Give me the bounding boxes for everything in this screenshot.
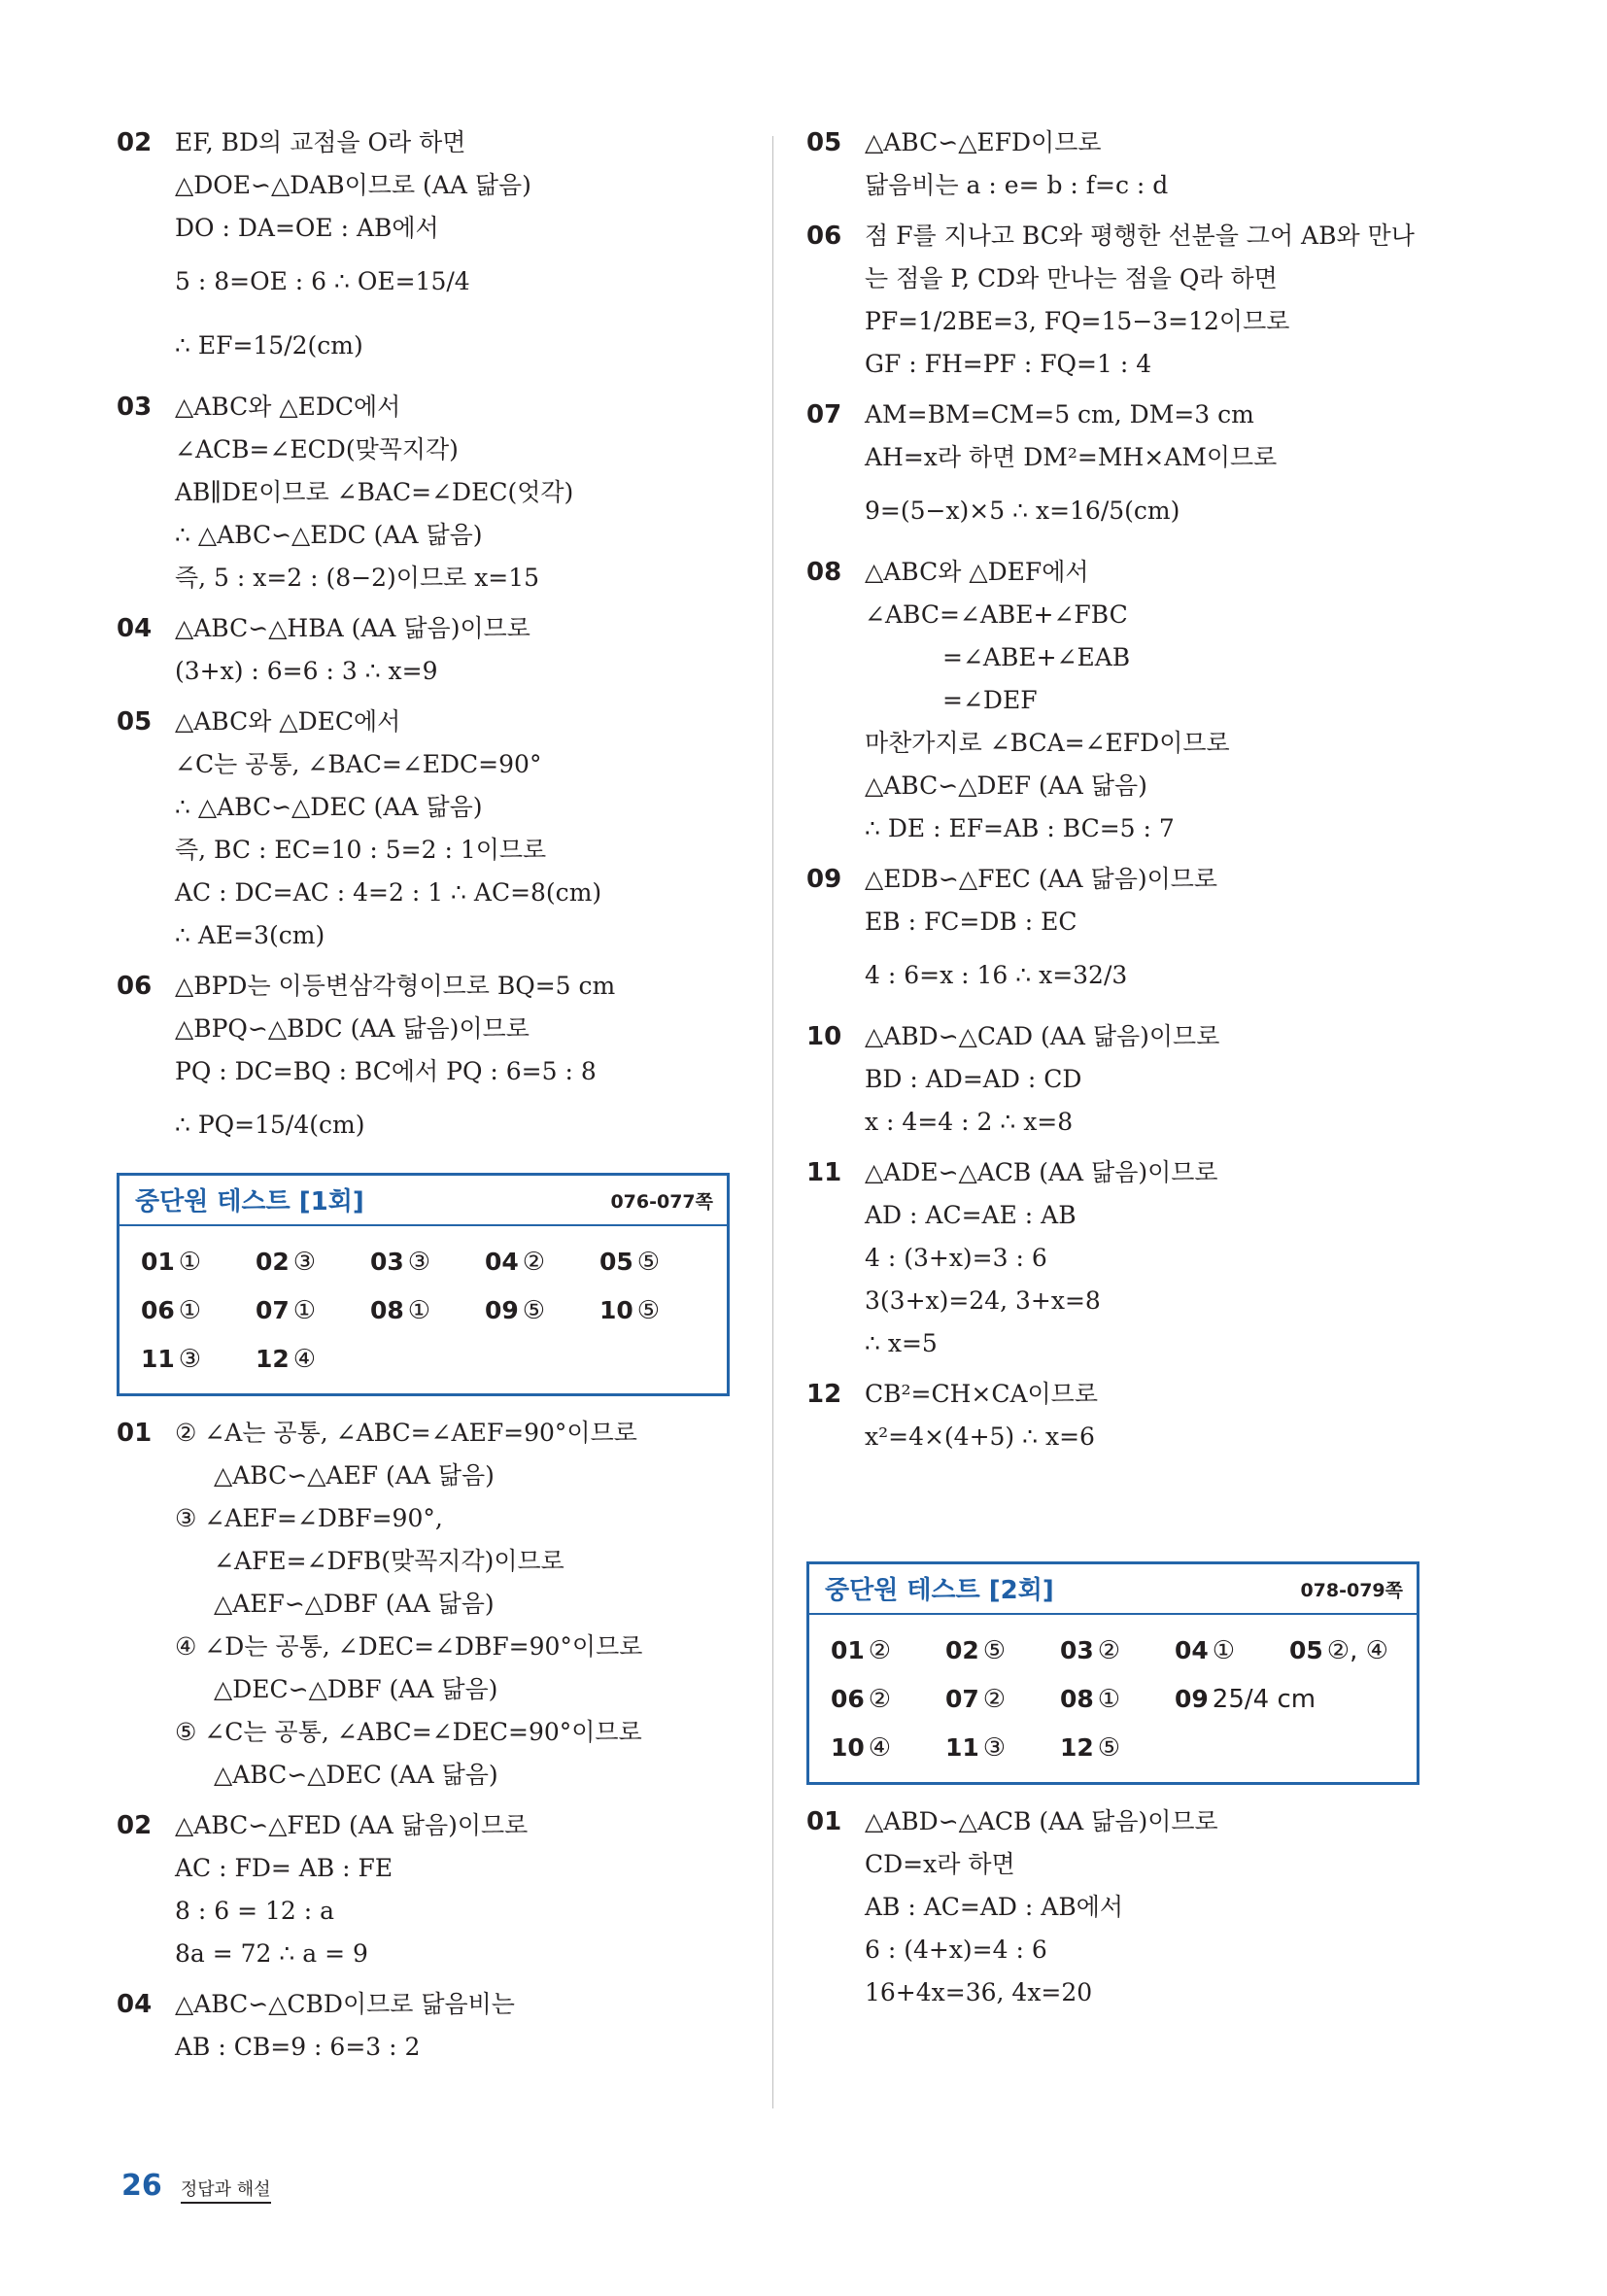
solution-line: 점 F를 지나고 BC와 평행한 선분을 그어 AB와 만나 xyxy=(865,222,1415,250)
solution-line: GF : FH=PF : FQ=1 : 4 xyxy=(865,350,1152,378)
solution-line: 8 : 6 = 12 : a xyxy=(175,1897,335,1925)
problem-11 xyxy=(806,1151,1428,1365)
problem-number: 08 xyxy=(806,558,842,587)
solution-line: △BPQ∽△BDC (AA 닮음)이므로 xyxy=(175,1014,530,1043)
answer-choice: ④ xyxy=(292,1345,317,1374)
solution-line: △ABC∽△EFD이므로 xyxy=(865,128,1102,156)
answer-choice: ③ xyxy=(178,1345,202,1374)
answer-grid xyxy=(809,1615,1417,1782)
answer-choice: ② xyxy=(868,1636,892,1665)
problem-06 xyxy=(117,965,738,1157)
answer-choice: ② xyxy=(522,1248,546,1277)
answer-choice: ① xyxy=(178,1248,202,1277)
problem-02b xyxy=(117,1804,738,1975)
answer-choice: ① xyxy=(1097,1685,1121,1714)
problem-12 xyxy=(806,1373,1428,1458)
solution-line: ④ ∠D는 공통, ∠DEC=∠DBF=90°이므로 xyxy=(175,1632,643,1661)
answer-number: 08 xyxy=(370,1296,404,1324)
answer-number: 11 xyxy=(945,1733,979,1762)
solution-line: x : 4=4 : 2 ∴ x=8 xyxy=(865,1108,1074,1136)
solution-line: 9=(5−x)×5 ∴ x=16/5(cm) xyxy=(865,497,1180,525)
solution-line: BD : AD=AD : CD xyxy=(865,1065,1082,1093)
solution-line: 4 : 6=x : 16 ∴ x=32/3 xyxy=(865,961,1128,989)
solution-line: ∴ EF=15/2(cm) xyxy=(175,331,363,360)
solution-line: ∴ △ABC∽△DEC (AA 닮음) xyxy=(175,793,483,821)
solution-line: △EDB∽△FEC (AA 닮음)이므로 xyxy=(865,865,1218,893)
answer-item xyxy=(256,1238,370,1286)
answer-choice: ⑤ xyxy=(1097,1733,1121,1763)
page-number: 26 xyxy=(121,2169,162,2203)
answer-number: 10 xyxy=(599,1296,633,1324)
solution-line: PQ : DC=BQ : BC에서 PQ : 6=5 : 8 xyxy=(175,1057,597,1085)
problem-05 xyxy=(806,121,1428,207)
solution-line: △ABC∽△FED (AA 닮음)이므로 xyxy=(175,1811,529,1839)
solution-line: △ABC와 △DEC에서 xyxy=(175,707,401,736)
solution-line: 5 : 8=OE : 6 ∴ OE=15/4 xyxy=(175,267,470,295)
answer-item xyxy=(256,1286,370,1335)
solution-line: △DEC∽△DBF (AA 닮음) xyxy=(214,1675,498,1703)
problem-number: 05 xyxy=(117,707,153,737)
answer-item xyxy=(1060,1724,1175,1772)
solution-line: ∴ PQ=15/4(cm) xyxy=(175,1111,365,1139)
problem-number: 05 xyxy=(806,128,842,157)
answer-item xyxy=(1060,1675,1175,1724)
answer-item xyxy=(141,1238,256,1286)
problem-08 xyxy=(806,551,1428,850)
solution-line: AB∥DE이므로 ∠BAC=∠DEC(엇각) xyxy=(175,478,574,506)
answer-choice: ③ xyxy=(407,1248,431,1277)
problem-01 xyxy=(117,1412,738,1797)
answer-choice: ② xyxy=(868,1685,892,1714)
answer-choice: ⑤ xyxy=(636,1296,661,1325)
answer-number: 08 xyxy=(1060,1685,1094,1713)
answer-choice: ③ xyxy=(292,1248,317,1277)
answer-item xyxy=(599,1286,714,1335)
solution-line: ③ ∠AEF=∠DBF=90°, xyxy=(175,1504,443,1532)
answer-choice: ③ xyxy=(982,1733,1007,1763)
left-column xyxy=(117,121,738,2069)
answer-item xyxy=(370,1286,485,1335)
problem-number: 01 xyxy=(117,1419,153,1448)
answer-item xyxy=(1289,1627,1404,1675)
answer-number: 01 xyxy=(831,1636,865,1664)
answer-number: 12 xyxy=(1060,1733,1094,1762)
answer-number: 01 xyxy=(141,1248,175,1276)
solution-line: AC : DC=AC : 4=2 : 1 ∴ AC=8(cm) xyxy=(175,878,602,907)
answer-choice: ① xyxy=(292,1296,317,1325)
solution-line: CB²=CH×CA이므로 xyxy=(865,1380,1098,1408)
problem-09 xyxy=(806,858,1428,1008)
column-divider xyxy=(772,136,773,2108)
answer-number: 09 xyxy=(1175,1685,1209,1713)
solution-line: ∴ AE=3(cm) xyxy=(175,921,325,949)
solution-line: 8a = 72 ∴ a = 9 xyxy=(175,1939,368,1968)
answer-item xyxy=(831,1724,945,1772)
solution-line: △ABC와 △DEF에서 xyxy=(865,558,1089,586)
answer-item xyxy=(1175,1675,1404,1724)
answer-number: 07 xyxy=(945,1685,979,1713)
answer-choice: 25/4 cm xyxy=(1212,1685,1316,1714)
answer-number: 02 xyxy=(256,1248,290,1276)
solution-line: △ADE∽△ACB (AA 닮음)이므로 xyxy=(865,1158,1218,1186)
solution-line: (3+x) : 6=6 : 3 ∴ x=9 xyxy=(175,657,438,685)
solution-line: AC : FD= AB : FE xyxy=(175,1854,393,1882)
answer-item xyxy=(485,1286,599,1335)
answer-item xyxy=(141,1286,256,1335)
solution-line: 즉, BC : EC=10 : 5=2 : 1이므로 xyxy=(175,836,547,864)
footer-label: 정답과 해설 xyxy=(181,2179,271,2204)
solution-line: 16+4x=36, 4x=20 xyxy=(865,1978,1093,2006)
answer-item xyxy=(945,1724,1060,1772)
answer-number: 05 xyxy=(1289,1636,1323,1664)
solution-line: △DOE∽△DAB이므로 (AA 닮음) xyxy=(175,171,531,199)
answer-number: 12 xyxy=(256,1345,290,1373)
problem-03 xyxy=(117,386,738,600)
solution-line: 즉, 5 : x=2 : (8−2)이므로 x=15 xyxy=(175,564,540,592)
answer-number: 11 xyxy=(141,1345,175,1373)
problem-number: 02 xyxy=(117,128,153,157)
answer-item xyxy=(945,1627,1060,1675)
problem-02 xyxy=(117,121,738,378)
solution-line: △ABC∽△CBD이므로 닮음비는 xyxy=(175,1990,515,2018)
solution-line: △ABC∽△HBA (AA 닮음)이므로 xyxy=(175,614,530,642)
solution-line: AH=x라 하면 DM²=MH×AM이므로 xyxy=(865,443,1278,471)
answer-item xyxy=(256,1335,370,1384)
answer-item xyxy=(370,1238,485,1286)
answer-number: 02 xyxy=(945,1636,979,1664)
solution-line: 는 점을 P, CD와 만나는 점을 Q라 하면 xyxy=(865,264,1278,292)
answer-item xyxy=(599,1238,714,1286)
solution-line: △ABC∽△AEF (AA 닮음) xyxy=(214,1461,495,1490)
test-title: 중단원 테스트 [1회] xyxy=(135,1187,364,1217)
answer-choice: ②, ④ xyxy=(1326,1636,1388,1665)
problem-number: 11 xyxy=(806,1158,842,1187)
answer-number: 05 xyxy=(599,1248,633,1276)
solution-line: ∴ △ABC∽△EDC (AA 닮음) xyxy=(175,521,483,549)
problem-number: 03 xyxy=(117,393,153,422)
solution-line: EB : FC=DB : EC xyxy=(865,908,1077,936)
answer-choice: ⑤ xyxy=(522,1296,546,1325)
test-header xyxy=(809,1564,1417,1615)
solution-line: △BPD는 이등변삼각형이므로 BQ=5 cm xyxy=(175,972,616,1000)
solution-line: x²=4×(4+5) ∴ x=6 xyxy=(865,1422,1095,1451)
answer-number: 10 xyxy=(831,1733,865,1762)
answer-number: 03 xyxy=(1060,1636,1094,1664)
solution-line: AB : CB=9 : 6=3 : 2 xyxy=(175,2033,421,2061)
problem-number: 10 xyxy=(806,1022,842,1051)
answer-item xyxy=(485,1238,599,1286)
answer-choice: ① xyxy=(178,1296,202,1325)
problem-number: 12 xyxy=(806,1380,842,1409)
answer-item xyxy=(945,1675,1060,1724)
solution-line: △ABC와 △EDC에서 xyxy=(175,393,401,421)
problem-05 xyxy=(117,701,738,957)
problem-number: 06 xyxy=(806,222,842,251)
answer-choice: ⑤ xyxy=(636,1248,661,1277)
solution-line: △ABC∽△DEC (AA 닮음) xyxy=(214,1761,498,1789)
solution-line: =∠ABE+∠EAB xyxy=(942,643,1131,671)
test-pages: 076-077쪽 xyxy=(610,1191,713,1213)
solution-line: △ABD∽△ACB (AA 닮음)이므로 xyxy=(865,1807,1218,1835)
solution-line: 4 : (3+x)=3 : 6 xyxy=(865,1244,1047,1272)
answer-number: 07 xyxy=(256,1296,290,1324)
solution-line: △ABC∽△DEF (AA 닮음) xyxy=(865,771,1147,800)
solution-line: DO : DA=OE : AB에서 xyxy=(175,214,439,242)
right-column xyxy=(806,121,1428,2014)
answer-item xyxy=(831,1675,945,1724)
answer-number: 06 xyxy=(141,1296,175,1324)
answer-number: 06 xyxy=(831,1685,865,1713)
problem-01 xyxy=(806,1800,1428,2014)
midunit-test-1-box xyxy=(117,1173,730,1396)
answer-number: 09 xyxy=(485,1296,519,1324)
solution-line: ∠AFE=∠DFB(맞꼭지각)이므로 xyxy=(214,1547,564,1575)
answer-item xyxy=(831,1627,945,1675)
problem-04b xyxy=(117,1983,738,2069)
answer-number: 04 xyxy=(1175,1636,1209,1664)
answer-grid xyxy=(120,1226,727,1393)
answer-choice: ② xyxy=(1097,1636,1121,1665)
solution-line: EF, BD의 교점을 O라 하면 xyxy=(175,128,466,156)
answer-number: 04 xyxy=(485,1248,519,1276)
answer-item xyxy=(141,1335,256,1384)
solution-line: PF=1/2BE=3, FQ=15−3=12이므로 xyxy=(865,307,1290,335)
solution-line: ∴ DE : EF=AB : BC=5 : 7 xyxy=(865,814,1175,842)
answer-number: 03 xyxy=(370,1248,404,1276)
solution-line: =∠DEF xyxy=(942,686,1038,714)
solution-line: 6 : (4+x)=4 : 6 xyxy=(865,1936,1047,1964)
solution-line: AD : AC=AE : AB xyxy=(865,1201,1077,1229)
test-pages: 078-079쪽 xyxy=(1300,1580,1403,1601)
solution-line: ⑤ ∠C는 공통, ∠ABC=∠DEC=90°이므로 xyxy=(175,1718,642,1746)
problem-number: 07 xyxy=(806,400,842,429)
solution-line: △AEF∽△DBF (AA 닮음) xyxy=(214,1590,495,1618)
solution-line: ∠ACB=∠ECD(맞꼭지각) xyxy=(175,435,459,463)
problem-number: 06 xyxy=(117,972,153,1001)
solution-line: ∴ x=5 xyxy=(865,1329,938,1357)
solution-line: AB : AC=AD : AB에서 xyxy=(865,1893,1124,1921)
solution-line: ∠ABC=∠ABE+∠FBC xyxy=(865,600,1128,629)
test-title: 중단원 테스트 [2회] xyxy=(825,1576,1054,1605)
solution-line: CD=x라 하면 xyxy=(865,1850,1015,1878)
problem-number: 04 xyxy=(117,614,153,643)
answer-choice: ⑤ xyxy=(982,1636,1007,1665)
solution-line: ∠C는 공통, ∠BAC=∠EDC=90° xyxy=(175,750,542,778)
problem-number: 01 xyxy=(806,1807,842,1836)
problem-number: 04 xyxy=(117,1990,153,2019)
answer-choice: ② xyxy=(982,1685,1007,1714)
solution-line: ② ∠A는 공통, ∠ABC=∠AEF=90°이므로 xyxy=(175,1419,637,1447)
test-header xyxy=(120,1176,727,1226)
solution-line: △ABD∽△CAD (AA 닮음)이므로 xyxy=(865,1022,1220,1050)
solution-line: 3(3+x)=24, 3+x=8 xyxy=(865,1286,1101,1315)
answer-choice: ① xyxy=(1212,1636,1236,1665)
problem-number: 09 xyxy=(806,865,842,894)
solution-line: 닮음비는 a : e= b : f=c : d xyxy=(865,171,1169,199)
problem-number: 02 xyxy=(117,1811,153,1840)
problem-06 xyxy=(806,215,1428,386)
answer-item xyxy=(1060,1627,1175,1675)
solution-line: 마찬가지로 ∠BCA=∠EFD이므로 xyxy=(865,729,1230,757)
answer-item xyxy=(1175,1627,1289,1675)
answer-choice: ① xyxy=(407,1296,431,1325)
problem-07 xyxy=(806,394,1428,543)
solution-line: AM=BM=CM=5 cm, DM=3 cm xyxy=(865,400,1254,428)
problem-10 xyxy=(806,1015,1428,1144)
page-footer xyxy=(121,2169,271,2203)
answer-choice: ④ xyxy=(868,1733,892,1763)
problem-04 xyxy=(117,607,738,693)
midunit-test-2-box xyxy=(806,1561,1419,1785)
